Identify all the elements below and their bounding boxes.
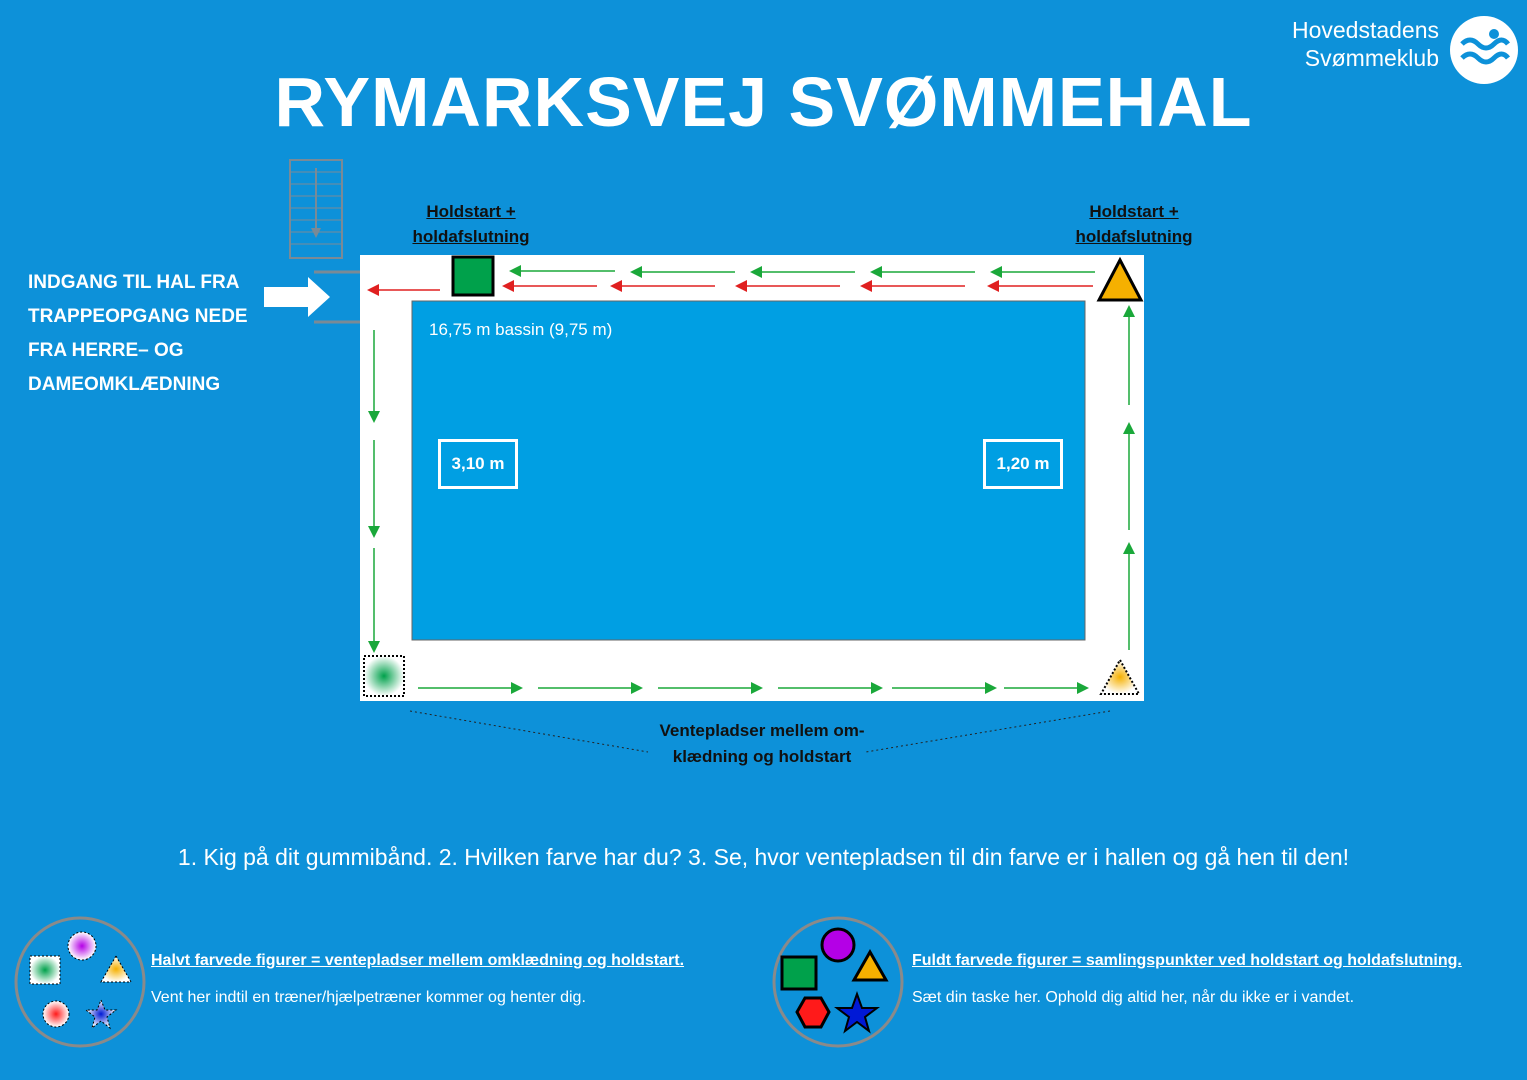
depth-shallow-box: 1,20 m xyxy=(983,439,1063,489)
green-square-gathering-point xyxy=(453,257,493,295)
entrance-line: DAMEOMKLÆDNING xyxy=(28,374,221,395)
logo-line-2: Svømmeklub xyxy=(1304,45,1439,71)
legend-half-shapes xyxy=(16,918,144,1046)
legend-full-shapes xyxy=(774,918,902,1046)
staircase-icon xyxy=(290,160,342,258)
legend-half-title: Halvt farvede figurer = ventepladser mellem omklædning og holdstart. xyxy=(151,952,685,969)
holdstart-left-line2: holdafslutning xyxy=(412,227,530,246)
entrance-line: TRAPPEOPGANG NEDE xyxy=(28,306,248,327)
legend-full xyxy=(912,952,1522,1007)
holdstart-left-line1: Holdstart + xyxy=(426,202,516,221)
logo-line-1: Hovedstadens xyxy=(1291,17,1439,43)
legend-half-subtitle: Vent her indtil en træner/hjælpetræner kommer og henter dig. xyxy=(151,989,586,1006)
entrance-line: INDGANG TIL HAL FRA xyxy=(28,272,240,293)
holdstart-right-line1: Holdstart + xyxy=(1089,202,1179,221)
legend-full-title: Fuldt farvede figurer = samlingspunkter ved holdstart og holdafslutning. xyxy=(912,952,1462,969)
legend-half xyxy=(151,952,751,1007)
depth-deep-box: 3,10 m xyxy=(438,439,518,489)
holdstart-label-left xyxy=(381,199,561,249)
instructions-text: 1. Kig på dit gummibånd. 2. Hvilken farve har du? 3. Se, hvor ventepladsen til din farve er i hallen og gå hen til den! xyxy=(177,844,1350,870)
pool-label: 16,75 m bassin (9,75 m) xyxy=(429,320,613,339)
waiting-area-label xyxy=(612,718,912,770)
page-title: RYMARKSVEJ SVØMMEHAL xyxy=(274,63,1253,141)
holdstart-right-line2: holdafslutning xyxy=(1075,227,1193,246)
entrance-arrow-icon xyxy=(264,277,330,317)
legend-full-subtitle: Sæt din taske her. Ophold dig altid her, når du ikke er i vandet. xyxy=(912,989,1355,1006)
waiting-line2: klædning og holdstart xyxy=(672,747,852,766)
green-square-waiting-spot xyxy=(364,656,404,696)
entrance-line: FRA HERRE– OG xyxy=(28,340,184,361)
waiting-line1: Ventepladser mellem om- xyxy=(659,721,865,740)
holdstart-label-right xyxy=(1044,199,1224,249)
